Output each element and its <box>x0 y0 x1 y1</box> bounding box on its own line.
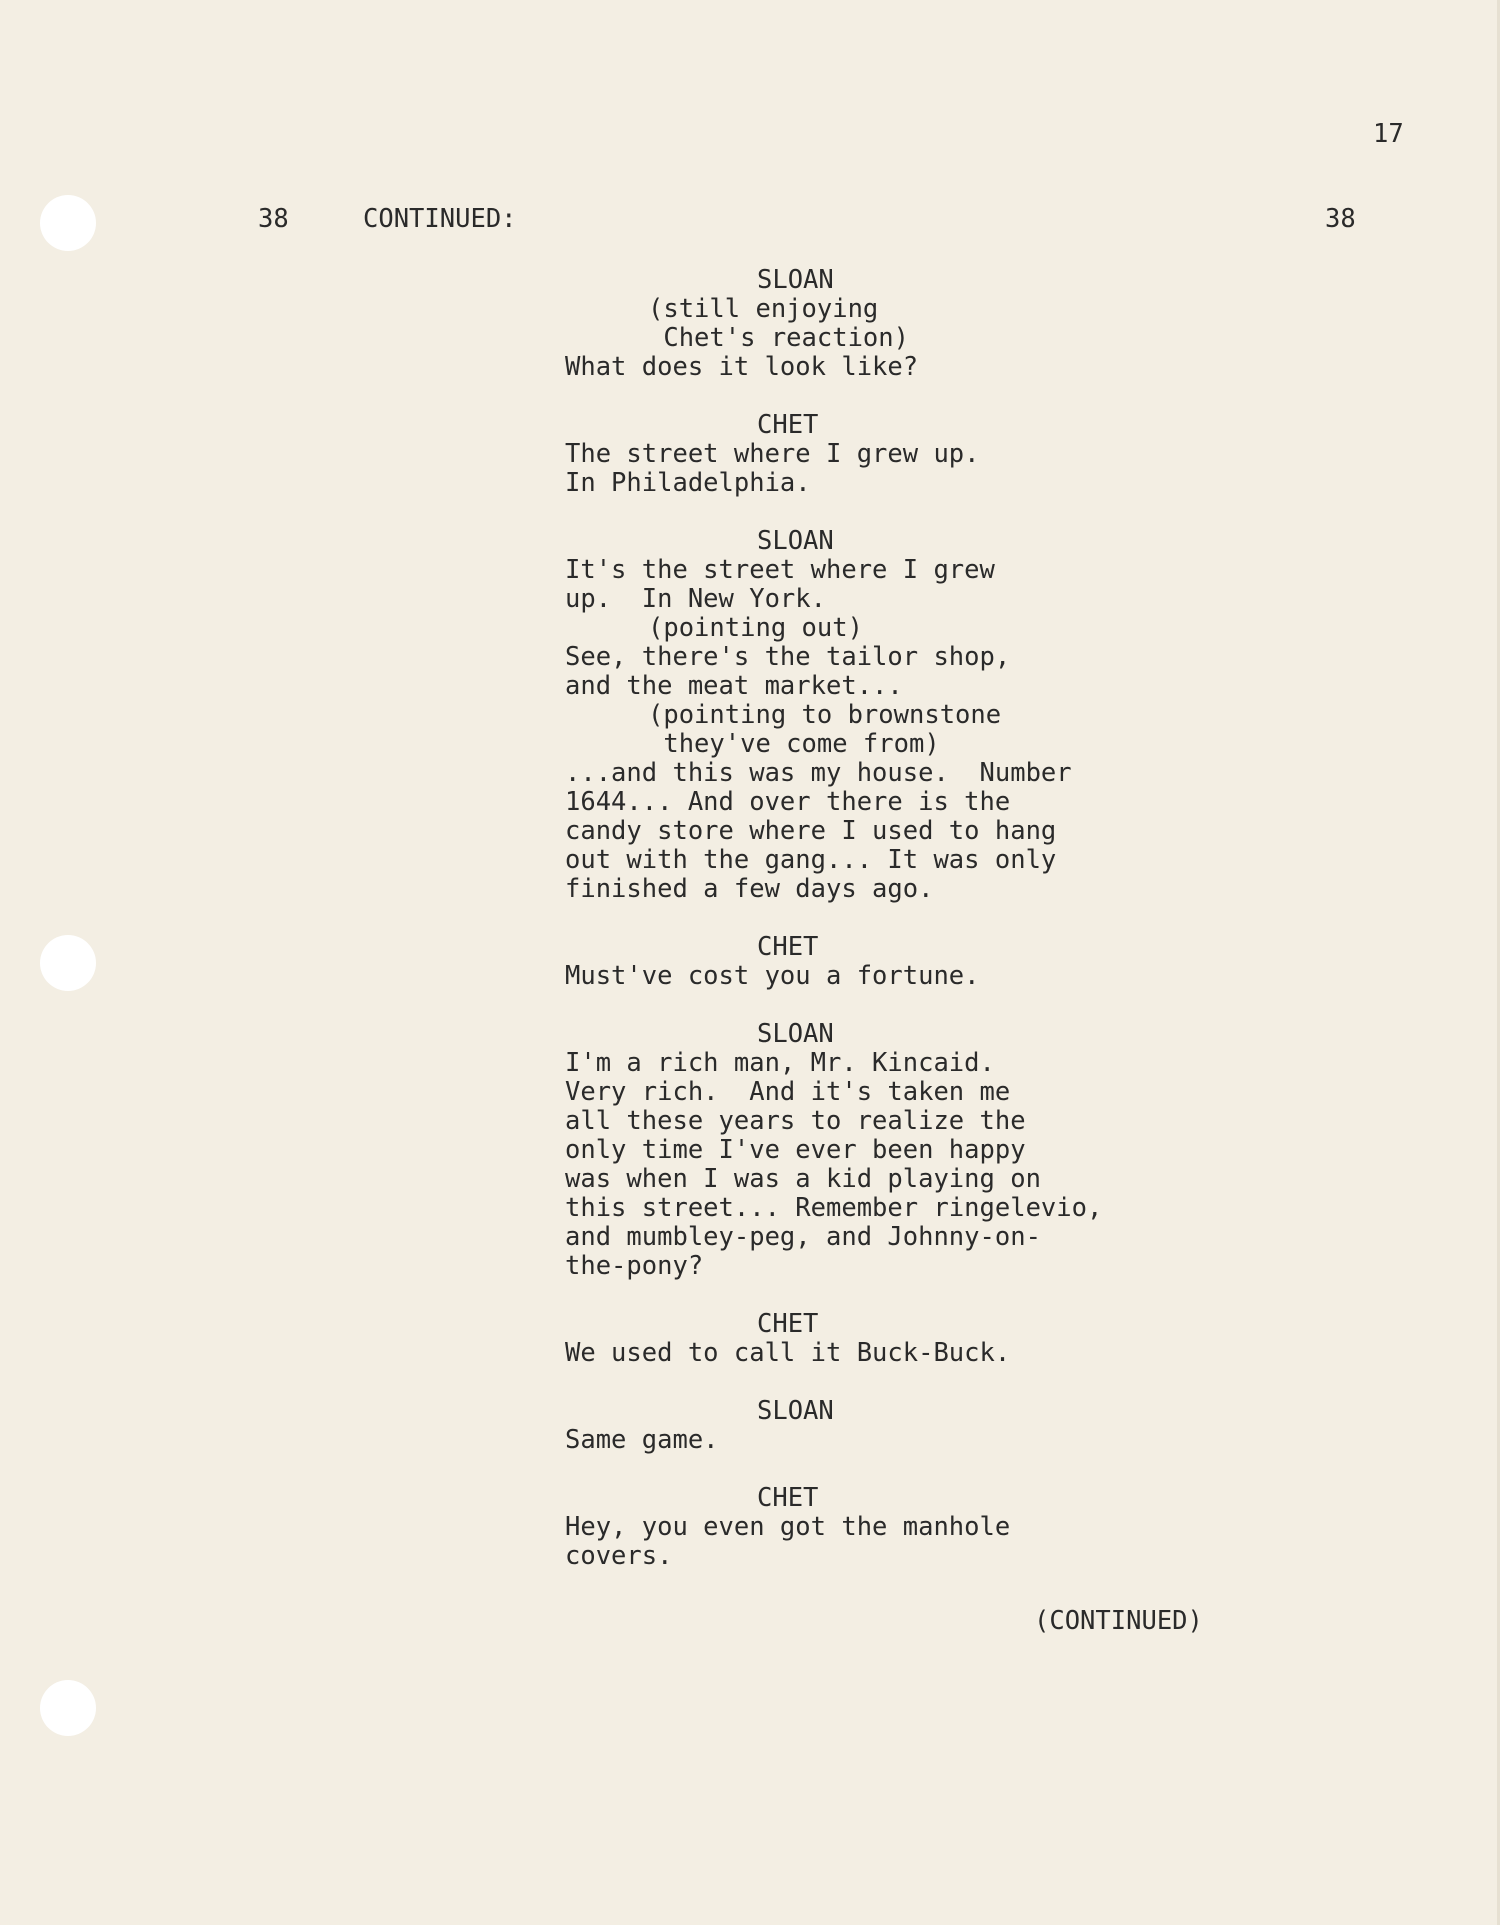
dialogue-block <box>565 1397 1125 1455</box>
continued-heading: CONTINUED: <box>363 204 517 234</box>
dialogue-line: candy store where I used to hang <box>565 816 1057 846</box>
parenthetical-line: Chet's reaction) <box>648 323 909 353</box>
dialogue-line: and the meat market... <box>565 671 903 701</box>
dialogue-line: 1644... And over there is the <box>565 787 1011 817</box>
dialogue-line: was when I was a kid playing on <box>565 1164 1041 1194</box>
dialogue-line: Very rich. And it's taken me <box>565 1077 1011 1107</box>
dialogue-line: Hey, you even got the manhole <box>565 1512 1011 1542</box>
punch-hole-top <box>40 195 96 251</box>
character-name: SLOAN <box>757 265 834 295</box>
scene-number-left: 38 <box>258 204 289 234</box>
dialogue-line: The street where I grew up. <box>565 439 980 469</box>
dialogue-block <box>565 933 1125 991</box>
parenthetical-line: (pointing out) <box>648 613 863 643</box>
dialogue-line: Must've cost you a fortune. <box>565 961 980 991</box>
dialogue-line: I'm a rich man, Mr. Kincaid. <box>565 1048 995 1078</box>
dialogue-line: and mumbley-peg, and Johnny-on- <box>565 1222 1041 1252</box>
dialogue-line: See, there's the tailor shop, <box>565 642 1011 672</box>
dialogue-line: only time I've ever been happy <box>565 1135 1026 1165</box>
character-name: SLOAN <box>757 526 834 556</box>
dialogue-line: We used to call it Buck-Buck. <box>565 1338 1011 1368</box>
scene-number-right: 38 <box>1325 204 1356 234</box>
dialogue-line: In Philadelphia. <box>565 468 811 498</box>
character-name: CHET <box>757 932 819 962</box>
parenthetical-line: (still enjoying <box>648 294 879 324</box>
dialogue-block <box>565 527 1125 904</box>
dialogue-block <box>565 1484 1125 1571</box>
dialogue-line: What does it look like? <box>565 352 919 382</box>
dialogue-line: up. In New York. <box>565 584 826 614</box>
character-name: CHET <box>757 410 819 440</box>
dialogue-block <box>565 1310 1125 1368</box>
dialogue-line: finished a few days ago. <box>565 874 934 904</box>
dialogue-line: Same game. <box>565 1425 719 1455</box>
dialogue-line: ...and this was my house. Number <box>565 758 1072 788</box>
dialogue-block <box>565 411 1125 498</box>
dialogue-line: out with the gang... It was only <box>565 845 1057 875</box>
character-name: SLOAN <box>757 1396 834 1426</box>
continued-footer: (CONTINUED) <box>1034 1606 1203 1636</box>
character-name: CHET <box>757 1309 819 1339</box>
script-body <box>565 266 1125 1600</box>
dialogue-line: It's the street where I grew <box>565 555 995 585</box>
dialogue-block <box>565 266 1125 382</box>
dialogue-block <box>565 1020 1125 1281</box>
parenthetical-line: (pointing to brownstone <box>648 700 1002 730</box>
dialogue-line: the-pony? <box>565 1251 704 1281</box>
dialogue-line: all these years to realize the <box>565 1106 1026 1136</box>
punch-hole-middle <box>40 935 96 991</box>
punch-hole-bottom <box>40 1680 96 1736</box>
character-name: SLOAN <box>757 1019 834 1049</box>
dialogue-line: covers. <box>565 1541 673 1571</box>
character-name: CHET <box>757 1483 819 1513</box>
parenthetical-line: they've come from) <box>648 729 940 759</box>
page-number: 17 <box>1373 119 1404 149</box>
dialogue-line: this street... Remember ringelevio, <box>565 1193 1103 1223</box>
